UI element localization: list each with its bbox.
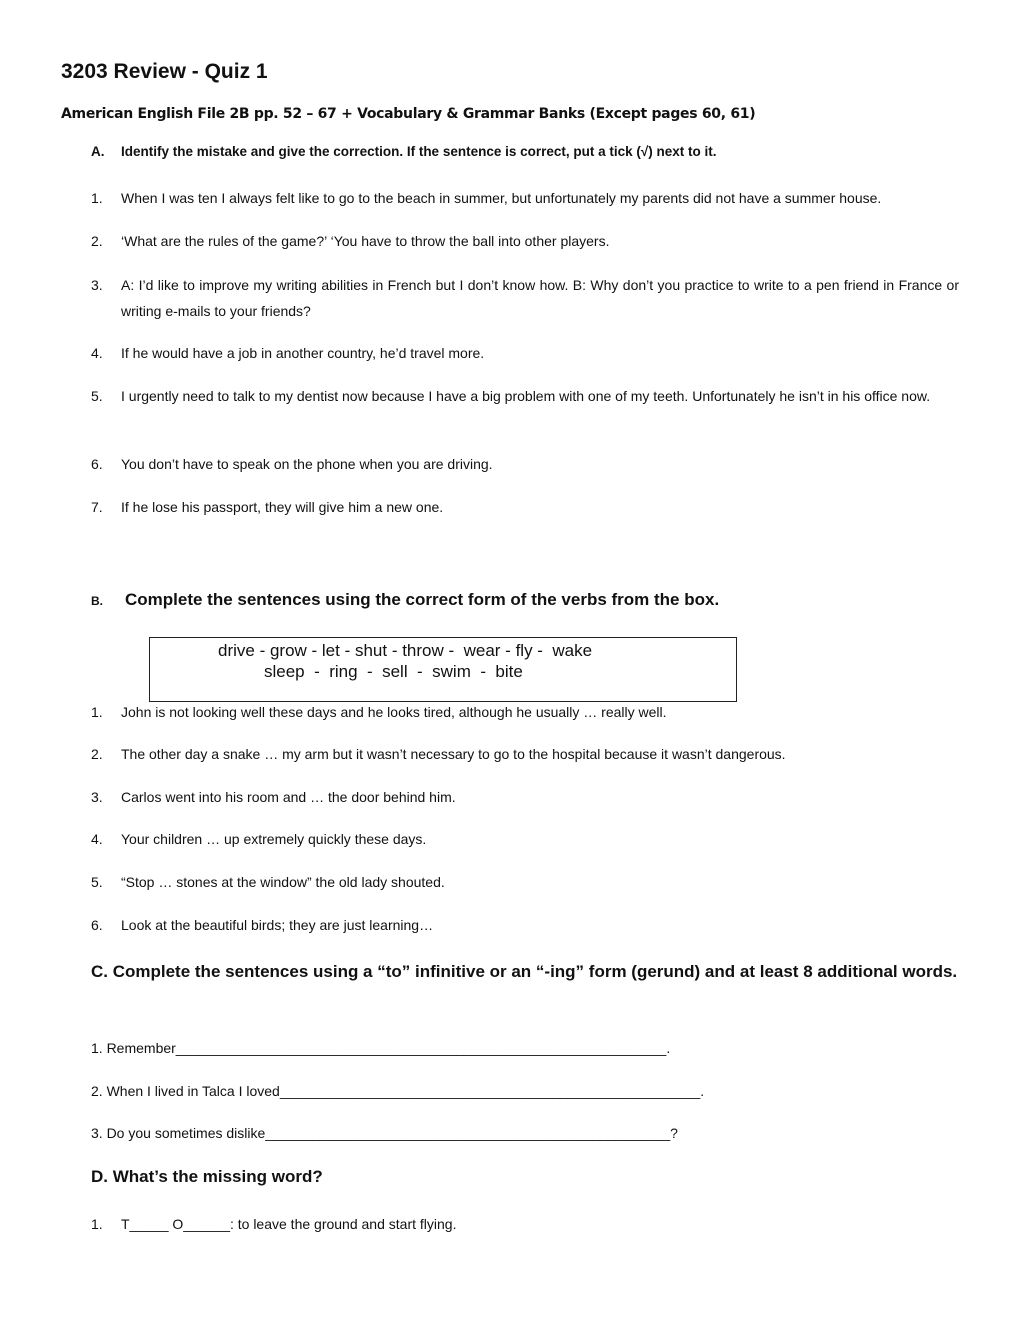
item-number: 4.: [91, 831, 103, 847]
verb-box-line-1: drive - grow - let - shut - throw - wear - fly - wake: [218, 641, 593, 660]
item-number: 6.: [91, 917, 103, 933]
list-item: [91, 784, 959, 810]
item-text: You don’t have to speak on the phone when you are driving.: [121, 456, 493, 472]
item-text: Look at the beautiful birds; they are just learning…: [121, 917, 434, 933]
section-a-instruction-text: Identify the mistake and give the correction. If the sentence is correct, put a tick (√) next to it.: [121, 144, 717, 159]
verb-box-line-2: sleep - ring - sell - swim - bite: [264, 662, 523, 681]
page-subtitle: American English File 2B pp. 52 – 67 + Vocabulary & Grammar Banks (Except pages 60, 61): [61, 106, 756, 122]
list-item: [91, 228, 959, 254]
item-text: The other day a snake … my arm but it wasn’t necessary to go to the hospital because it wasn’t dangerous.: [121, 746, 786, 762]
item-number: 3.: [91, 789, 103, 805]
list-item: [91, 869, 959, 895]
item-text: Your children … up extremely quickly these days.: [121, 831, 427, 847]
section-a-instruction: [91, 144, 717, 159]
item-number: 1.: [91, 1216, 103, 1232]
section-b-instruction: [91, 590, 719, 610]
item-text: I urgently need to talk to my dentist now because I have a big problem with one of my teeth. Unfortunately he isn’t in his office now.: [121, 388, 931, 404]
item-text: Carlos went into his room and … the door behind him.: [121, 789, 456, 805]
item-number: 2.: [91, 746, 103, 762]
list-item: [91, 1211, 959, 1237]
list-item: [91, 699, 959, 725]
section-d-instruction: D. What’s the missing word?: [91, 1167, 323, 1186]
fill-in-item: 2. When I lived in Talca I loved______________________________________________________.: [91, 1083, 705, 1099]
section-c-instruction: C. Complete the sentences using a “to” infinitive or an “-ing” form (gerund) and at least 8 additional words.: [91, 962, 958, 981]
verb-box: [149, 637, 737, 702]
item-text: When I was ten I always felt like to go to the beach in summer, but unfortunately my parents did not have a summer house.: [121, 190, 882, 206]
item-text: If he lose his passport, they will give him a new one.: [121, 499, 444, 515]
item-text: A: I’d like to improve my writing abilities in French but I don’t know how. B: Why don’t you practice to write to a pen friend in France or writing e-mails to your friends?: [121, 277, 959, 319]
fill-in-item: 1. Remember_______________________________________________________________.: [91, 1040, 671, 1056]
section-b-instruction-text: Complete the sentences using the correct form of the verbs from the box.: [125, 590, 720, 609]
list-item: [91, 272, 959, 324]
item-text: T_____ O______: to leave the ground and start flying.: [121, 1216, 457, 1232]
item-text: “Stop … stones at the window” the old lady shouted.: [121, 874, 445, 890]
list-item: [91, 826, 959, 852]
list-item: [91, 340, 959, 366]
item-number: 5.: [91, 874, 103, 890]
section-a-letter: A.: [91, 144, 105, 159]
item-text: John is not looking well these days and he looks tired, although he usually … really well.: [121, 704, 667, 720]
page-title: 3203 Review - Quiz 1: [61, 60, 268, 83]
list-item: [91, 185, 959, 211]
item-number: 2.: [91, 233, 103, 249]
item-number: 1.: [91, 190, 103, 206]
item-number: 6.: [91, 456, 103, 472]
fill-in-item: 3. Do you sometimes dislike____________________________________________________?: [91, 1125, 678, 1141]
item-number: 7.: [91, 499, 103, 515]
item-text: ‘What are the rules of the game?’ ‘You have to throw the ball into other players.: [121, 233, 610, 249]
item-number: 4.: [91, 345, 103, 361]
item-number: 3.: [91, 277, 103, 293]
list-item: [91, 383, 959, 409]
section-b-letter: B.: [91, 594, 103, 608]
list-item: [91, 451, 959, 477]
item-number: 5.: [91, 388, 103, 404]
list-item: [91, 912, 959, 938]
list-item: [91, 741, 959, 767]
item-number: 1.: [91, 704, 103, 720]
item-text: If he would have a job in another country, he’d travel more.: [121, 345, 485, 361]
list-item: [91, 494, 959, 520]
